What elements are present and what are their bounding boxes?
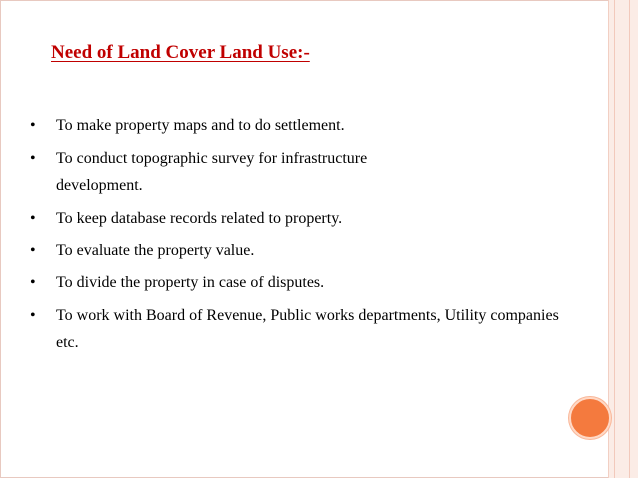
bullet-dot: •	[30, 274, 36, 291]
bullet-item	[28, 205, 568, 232]
bullet-text: To divide the property in case of disputes.	[56, 274, 325, 291]
bullet-text: To make property maps and to do settlement.	[56, 117, 345, 134]
band-line	[629, 0, 630, 478]
bullet-dot: •	[30, 150, 36, 167]
bullet-dot: •	[30, 242, 36, 259]
bullet-item	[28, 237, 568, 264]
bullet-item	[28, 269, 568, 296]
bullet-item	[28, 112, 568, 139]
bullet-text: To work with Board of Revenue, Public works departments, Utility companies etc.	[56, 307, 559, 351]
bullet-item	[28, 145, 426, 199]
decorative-orange-circle	[569, 397, 611, 439]
slide-title: Need of Land Cover Land Use:-	[51, 42, 310, 63]
bullet-list	[28, 112, 568, 362]
bullet-item	[28, 302, 566, 356]
bullet-dot: •	[30, 307, 36, 324]
bullet-text: To conduct topographic survey for infrastructure development.	[56, 150, 368, 194]
band-line	[614, 0, 615, 478]
bullet-dot: •	[30, 210, 36, 227]
decorative-right-band	[608, 0, 638, 478]
bullet-dot: •	[30, 117, 36, 134]
bullet-text: To evaluate the property value.	[56, 242, 255, 259]
bullet-text: To keep database records related to property.	[56, 210, 343, 227]
